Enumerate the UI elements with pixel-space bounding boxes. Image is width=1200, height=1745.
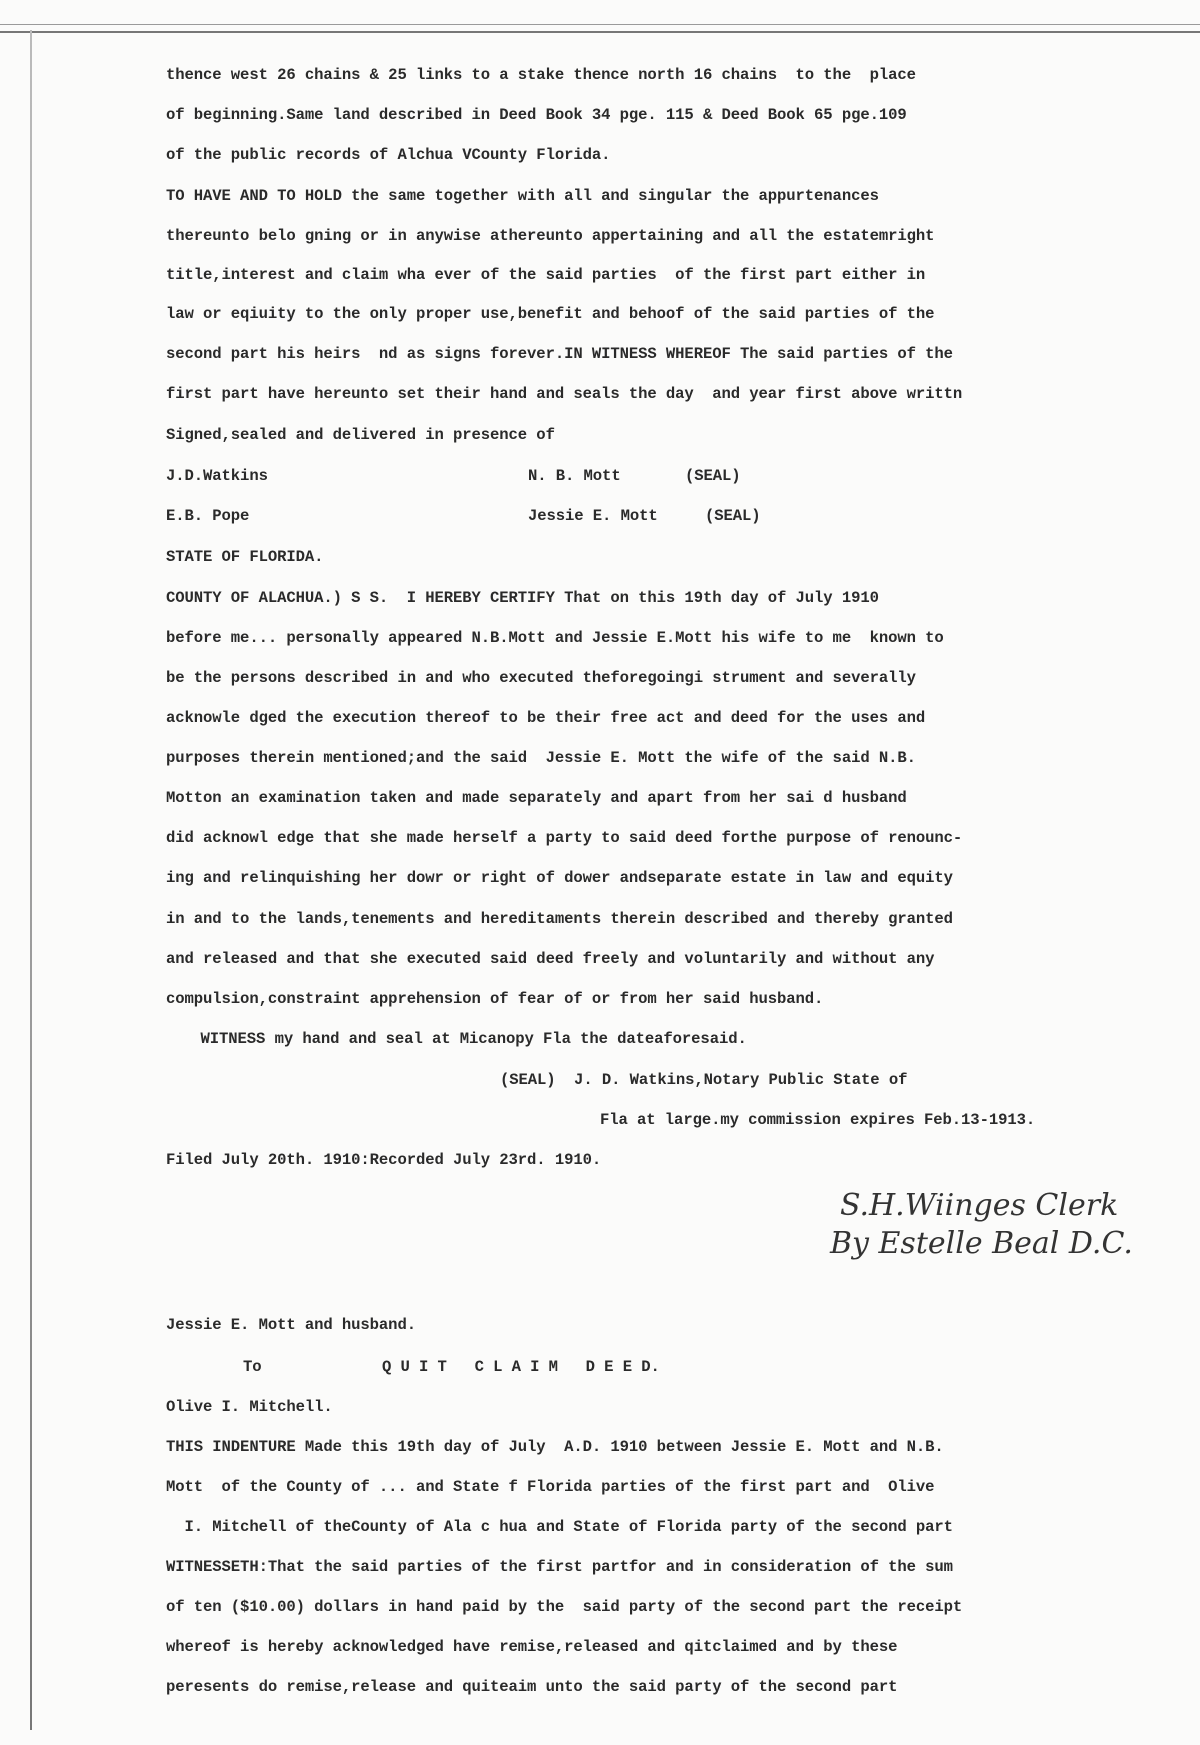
grantee-line: Olive I. Mitchell. xyxy=(166,1398,333,1416)
text-line: title,interest and claim wha ever of the said parties of the first part either in xyxy=(166,266,926,284)
notary-line-1: (SEAL) J. D. Watkins,Notary Public State of xyxy=(500,1071,908,1089)
deed-body-line: whereof is hereby acknowledged have remise,released and qitclaimed and by these xyxy=(166,1638,898,1656)
deed-body-line: of ten ($10.00) dollars in hand paid by the said party of the second part the receipt xyxy=(166,1598,963,1616)
grantor-line: Jessie E. Mott and husband. xyxy=(166,1316,416,1334)
filed-recorded-line: Filed July 20th. 1910:Recorded July 23rd. 1910. xyxy=(166,1151,602,1169)
text-line: TO HAVE AND TO HOLD the same together with all and singular the appurtenances xyxy=(166,187,879,205)
signer-1: N. B. Mott xyxy=(528,467,621,485)
text-line: thereunto belo gning or in anywise athereunto appertaining and all the estatemright xyxy=(166,227,935,245)
ack-line: COUNTY OF ALACHUA.) S S. I HEREBY CERTIFY That on this 19th day of July 1910 xyxy=(166,589,879,607)
page-top-rule xyxy=(0,24,1200,25)
page-top-rule xyxy=(0,31,1200,33)
ack-line: Motton an examination taken and made separately and apart from her sai d husband xyxy=(166,789,907,807)
witness-1: J.D.Watkins xyxy=(166,467,268,485)
witness-clause: WITNESS my hand and seal at Micanopy Fla the dateaforesaid. xyxy=(182,1030,747,1048)
ack-line: ing and relinquishing her dowr or right of dower andseparate estate in law and equity xyxy=(166,869,953,887)
ack-line: in and to the lands,tenements and hereditaments therein described and thereby granted xyxy=(166,910,953,928)
deputy-clerk-signature: By Estelle Beal D.C. xyxy=(830,1226,1133,1261)
seal-2: (SEAL) xyxy=(705,507,761,525)
deed-body-line: I. Mitchell of theCounty of Ala c hua and State of Florida party of the second part xyxy=(166,1518,953,1536)
page-left-edge xyxy=(30,30,32,1730)
text-line: Signed,sealed and delivered in presence of xyxy=(166,426,555,444)
ack-line: and released and that she executed said deed freely and voluntarily and without any xyxy=(166,950,935,968)
clerk-signature: S.H.Wiinges Clerk xyxy=(840,1188,1119,1223)
text-line: thence west 26 chains & 25 links to a stake thence north 16 chains to the place xyxy=(166,66,916,84)
to-label: To xyxy=(243,1358,262,1376)
ack-line: did acknowl edge that she made herself a party to said deed forthe purpose of renounc- xyxy=(166,829,963,847)
text-line: of beginning.Same land described in Deed Book 34 pge. 115 & Deed Book 65 pge.109 xyxy=(166,106,907,124)
ack-line: STATE OF FLORIDA. xyxy=(166,548,324,566)
ack-line: purposes therein mentioned;and the said Jessie E. Mott the wife of the said N.B. xyxy=(166,749,916,767)
notary-line-2: Fla at large.my commission expires Feb.13-1913. xyxy=(600,1111,1036,1129)
ack-line: acknowle dged the execution thereof to be their free act and deed for the uses and xyxy=(166,709,926,727)
text-line: second part his heirs nd as signs forever.IN WITNESS WHEREOF The said parties of the xyxy=(166,345,953,363)
deed-body-line: THIS INDENTURE Made this 19th day of July A.D. 1910 between Jessie E. Mott and N.B. xyxy=(166,1438,944,1456)
witness-2: E.B. Pope xyxy=(166,507,250,525)
ack-line: be the persons described in and who executed theforegoingi strument and severally xyxy=(166,669,916,687)
deed-body-line: Mott of the County of ... and State f Florida parties of the first part and Olive xyxy=(166,1478,935,1496)
deed-body-line: peresents do remise,release and quiteaim unto the said party of the second part xyxy=(166,1678,898,1696)
text-line: first part have hereunto set their hand and seals the day and year first above writtn xyxy=(166,385,963,403)
signer-2: Jessie E. Mott xyxy=(528,507,658,525)
text-line: of the public records of Alchua VCounty Florida. xyxy=(166,146,611,164)
deed-title: Q U I T C L A I M D E E D. xyxy=(382,1358,660,1376)
deed-body-line: WITNESSETH:That the said parties of the first partfor and in consideration of the sum xyxy=(166,1558,953,1576)
ack-line: compulsion,constraint apprehension of fear of or from her said husband. xyxy=(166,990,824,1008)
ack-line: before me... personally appeared N.B.Mott and Jessie E.Mott his wife to me known to xyxy=(166,629,944,647)
text-line: law or eqiuity to the only proper use,benefit and behoof of the said parties of the xyxy=(166,305,935,323)
seal-1: (SEAL) xyxy=(685,467,741,485)
